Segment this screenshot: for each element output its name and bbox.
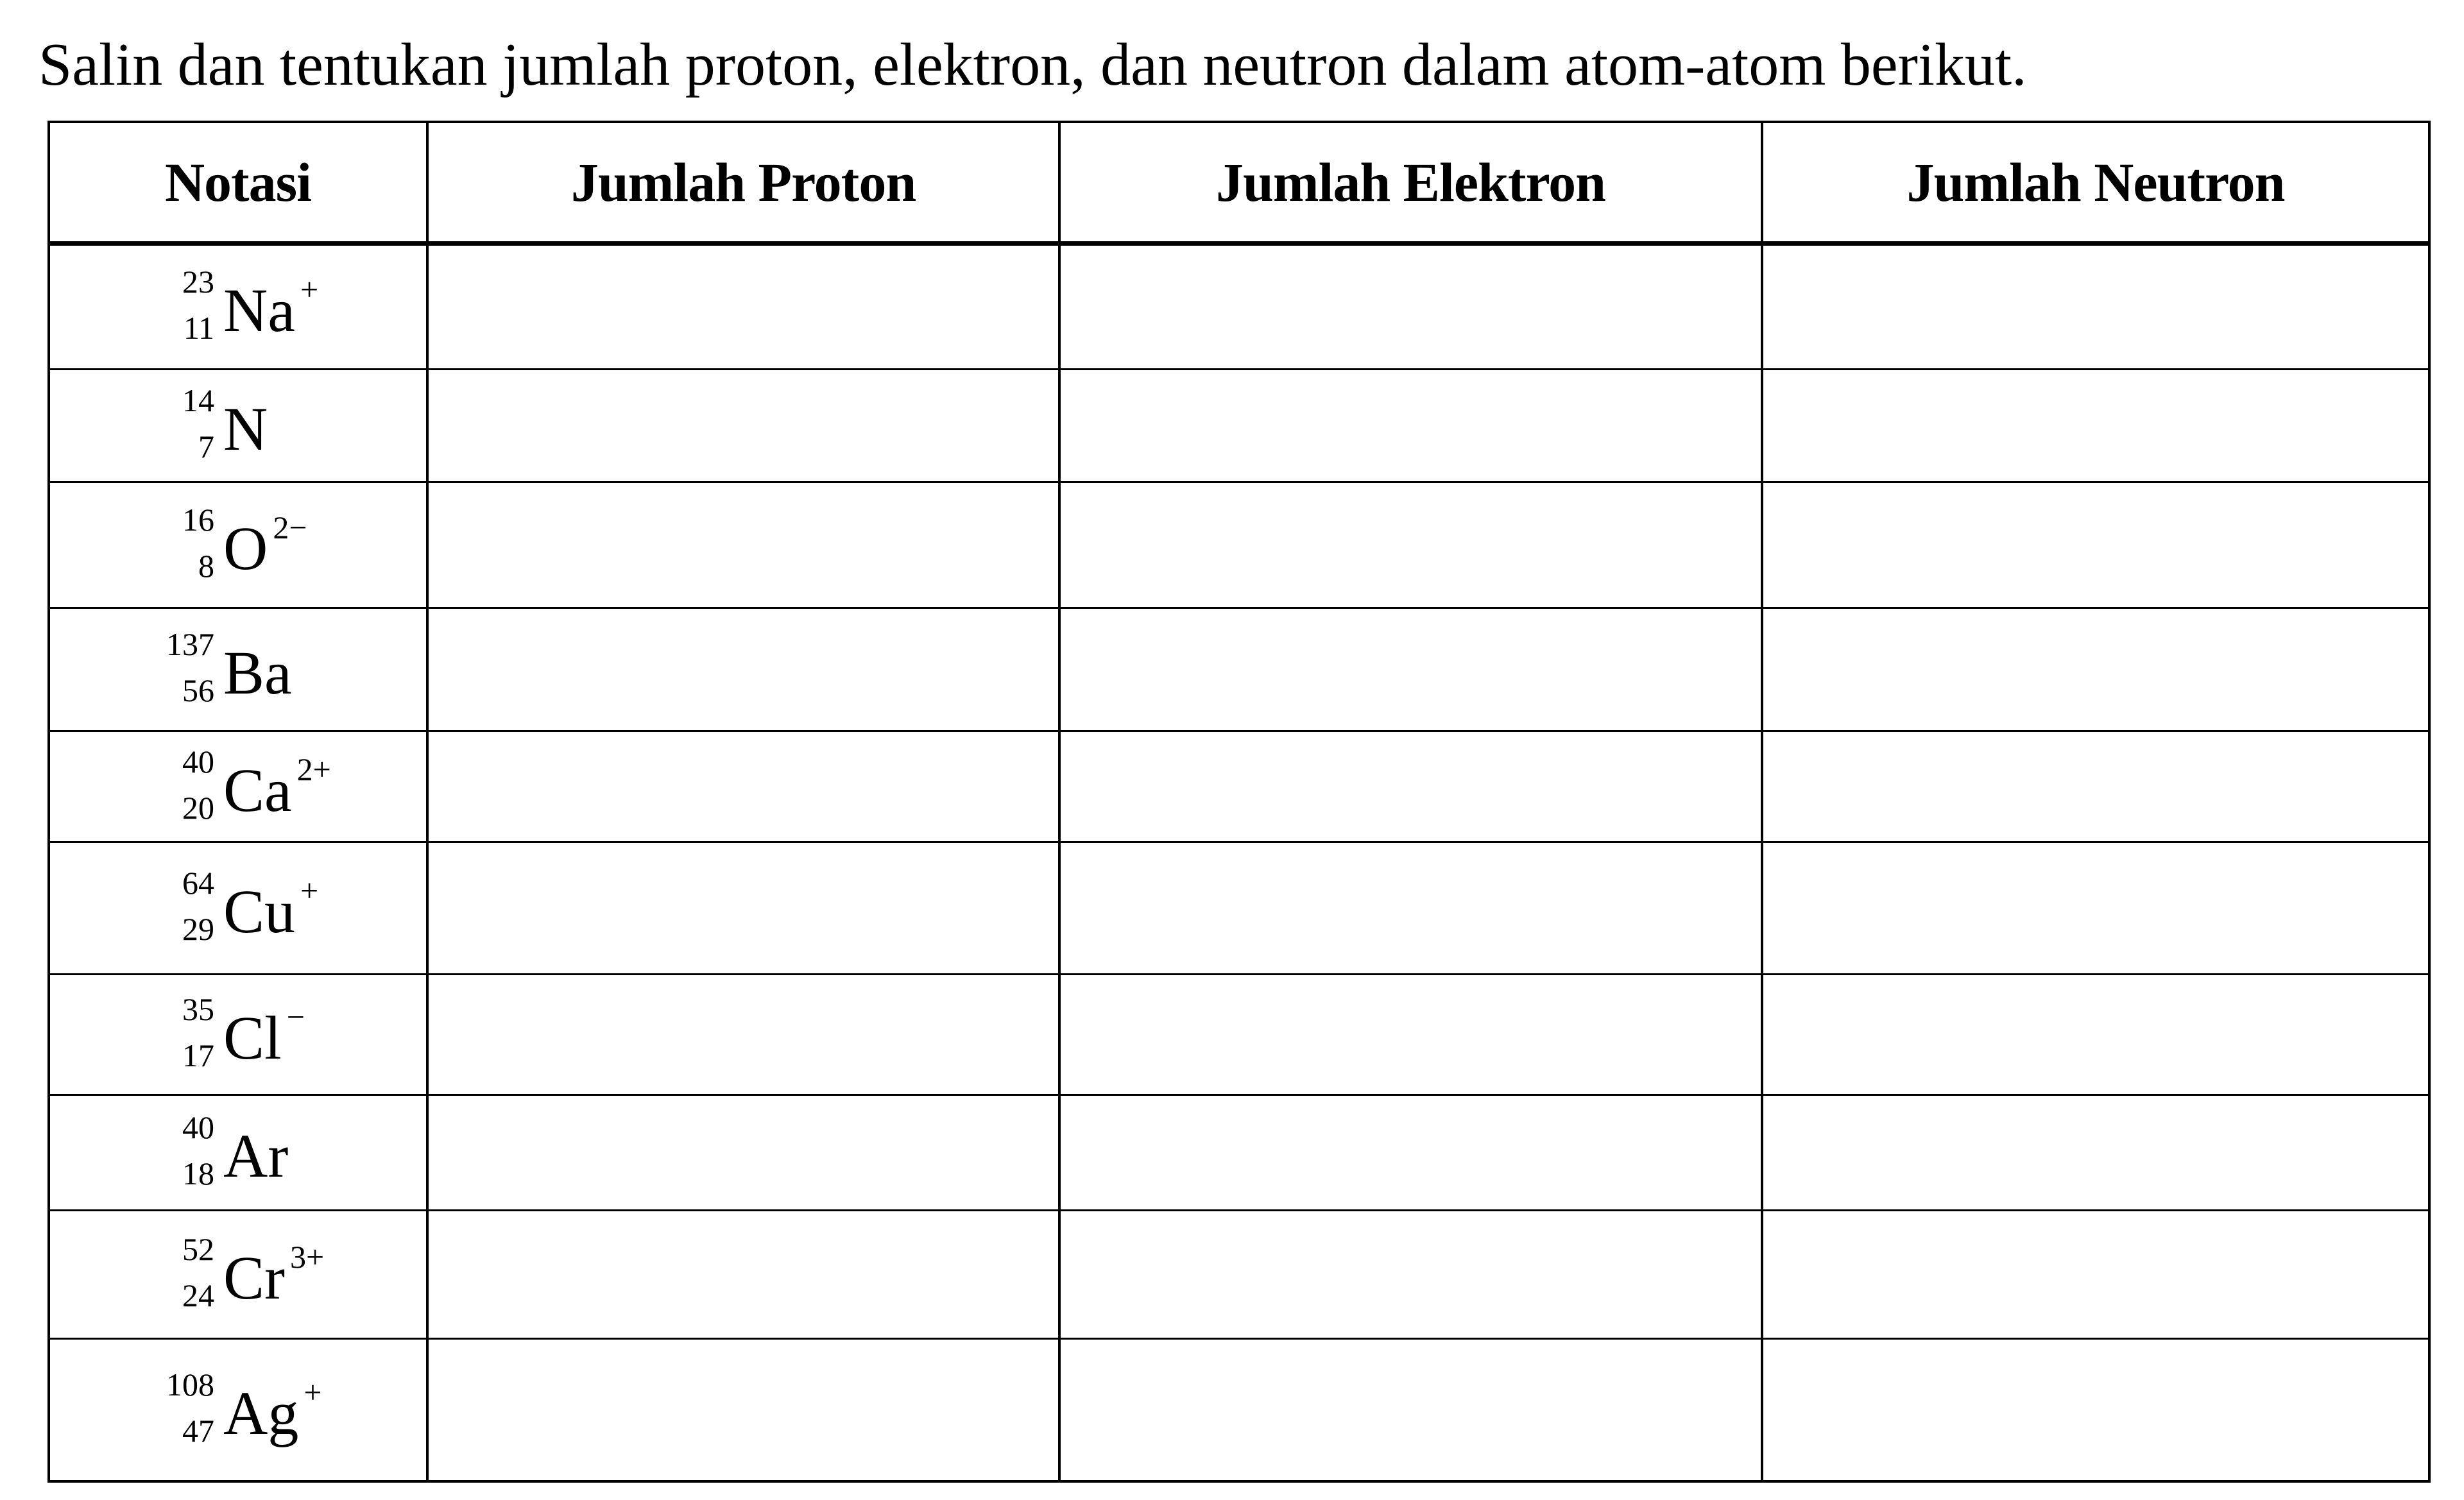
atomic-number: 8 [198, 548, 214, 584]
atomic-number: 18 [182, 1155, 214, 1191]
ion-charge: + [300, 271, 319, 307]
proton-cell[interactable] [427, 1339, 1059, 1481]
ion-charge: 3+ [290, 1239, 325, 1275]
mass-number: 14 [182, 382, 214, 418]
proton-cell[interactable] [427, 370, 1059, 482]
element-symbol: Ca [223, 755, 292, 824]
atomic-number: 20 [182, 789, 214, 826]
header-notasi: Notasi [49, 122, 427, 244]
ion-charge: 2+ [296, 751, 331, 787]
mass-number: 16 [182, 502, 214, 538]
nuclide-notation [182, 740, 467, 830]
table-row [49, 608, 2429, 731]
neutron-cell[interactable] [1762, 244, 2429, 370]
element-symbol: O [223, 514, 268, 583]
proton-cell[interactable] [427, 842, 1059, 975]
element-symbol: N [223, 395, 268, 463]
ion-charge: + [304, 1374, 322, 1410]
electron-cell[interactable] [1059, 731, 1762, 842]
element-symbol-group [223, 1119, 293, 1191]
nuclide-notation [166, 1363, 467, 1453]
element-symbol-group [223, 1241, 324, 1313]
notation-cell [49, 1095, 427, 1211]
proton-cell[interactable] [427, 731, 1059, 842]
electron-cell[interactable] [1059, 1095, 1762, 1211]
atomic-number: 17 [182, 1037, 214, 1073]
mass-number: 108 [166, 1366, 214, 1402]
notation-cell [49, 731, 427, 842]
nuclide-notation [182, 988, 467, 1078]
neutron-cell[interactable] [1762, 975, 2429, 1095]
neutron-cell[interactable] [1762, 370, 2429, 482]
element-symbol-group [223, 273, 318, 346]
element-symbol-group [223, 1376, 322, 1449]
nuclide-notation [182, 1106, 467, 1196]
header-proton: Jumlah Proton [427, 122, 1059, 244]
atomic-number: 56 [182, 672, 214, 708]
element-symbol: Cu [223, 877, 296, 946]
electron-cell[interactable] [1059, 1339, 1762, 1481]
neutron-cell[interactable] [1762, 842, 2429, 975]
proton-cell[interactable] [427, 482, 1059, 608]
element-symbol: Ag [223, 1378, 299, 1447]
notation-cell [49, 608, 427, 731]
mass-number: 40 [182, 743, 214, 780]
electron-cell[interactable] [1059, 244, 1762, 370]
atomic-number: 11 [183, 310, 214, 346]
nuclide-notation [182, 862, 467, 951]
element-symbol: Ba [223, 638, 292, 707]
header-neutron: Jumlah Neutron [1762, 122, 2429, 244]
atomic-number: 47 [182, 1412, 214, 1449]
table-row [49, 731, 2429, 842]
table-row [49, 244, 2429, 370]
notation-cell [49, 244, 427, 370]
neutron-cell[interactable] [1762, 731, 2429, 842]
electron-cell[interactable] [1059, 482, 1762, 608]
table-row [49, 842, 2429, 975]
element-symbol: Na [223, 276, 295, 345]
neutron-cell[interactable] [1762, 482, 2429, 608]
neutron-cell[interactable] [1762, 1339, 2429, 1481]
mass-number: 64 [182, 865, 214, 901]
proton-cell[interactable] [427, 244, 1059, 370]
notation-cell [49, 1211, 427, 1339]
element-symbol-group [223, 874, 318, 947]
proton-cell[interactable] [427, 1211, 1059, 1339]
electron-cell[interactable] [1059, 370, 1762, 482]
nuclide-notation [182, 499, 467, 588]
element-symbol-group [223, 1001, 305, 1073]
ion-charge: − [286, 999, 305, 1035]
ion-charge: 2− [273, 509, 307, 545]
notation-cell [49, 1339, 427, 1481]
notation-cell [49, 975, 427, 1095]
mass-number: 137 [166, 626, 214, 662]
table-row [49, 482, 2429, 608]
proton-cell[interactable] [427, 975, 1059, 1095]
element-symbol-group [223, 392, 273, 464]
electron-cell[interactable] [1059, 842, 1762, 975]
neutron-cell[interactable] [1762, 1095, 2429, 1211]
element-symbol-group [223, 753, 331, 826]
instruction-text: Salin dan tentukan jumlah proton, elektron, dan neutron dalam atom-atom berikut. [38, 31, 2027, 98]
atomic-number: 29 [182, 911, 214, 947]
table-row [49, 1339, 2429, 1481]
table-row [49, 370, 2429, 482]
mass-number: 23 [182, 264, 214, 300]
element-symbol: Cl [223, 1003, 282, 1072]
nuclide-notation [182, 260, 467, 350]
atom-table [47, 121, 2431, 1483]
nuclide-notation [166, 623, 467, 713]
header-elektron: Jumlah Elektron [1059, 122, 1762, 244]
table-header-row [49, 122, 2429, 244]
ion-charge: + [300, 873, 319, 908]
proton-cell[interactable] [427, 1095, 1059, 1211]
electron-cell[interactable] [1059, 975, 1762, 1095]
mass-number: 52 [182, 1231, 214, 1267]
atomic-number: 24 [182, 1277, 214, 1313]
table-row [49, 1095, 2429, 1211]
nuclide-notation [182, 379, 467, 469]
notation-cell [49, 842, 427, 975]
mass-number: 40 [182, 1109, 214, 1145]
notation-cell [49, 482, 427, 608]
proton-cell[interactable] [427, 608, 1059, 731]
nuclide-notation [182, 1228, 467, 1318]
mass-number: 35 [182, 991, 214, 1027]
electron-cell[interactable] [1059, 608, 1762, 731]
element-symbol-group [223, 511, 307, 584]
neutron-cell[interactable] [1762, 1211, 2429, 1339]
table-row [49, 975, 2429, 1095]
element-symbol-group [223, 636, 297, 708]
notation-cell [49, 370, 427, 482]
element-symbol: Cr [223, 1243, 285, 1312]
element-symbol: Ar [223, 1121, 289, 1190]
atomic-number: 7 [198, 429, 214, 464]
neutron-cell[interactable] [1762, 608, 2429, 731]
electron-cell[interactable] [1059, 1211, 1762, 1339]
table-row [49, 1211, 2429, 1339]
